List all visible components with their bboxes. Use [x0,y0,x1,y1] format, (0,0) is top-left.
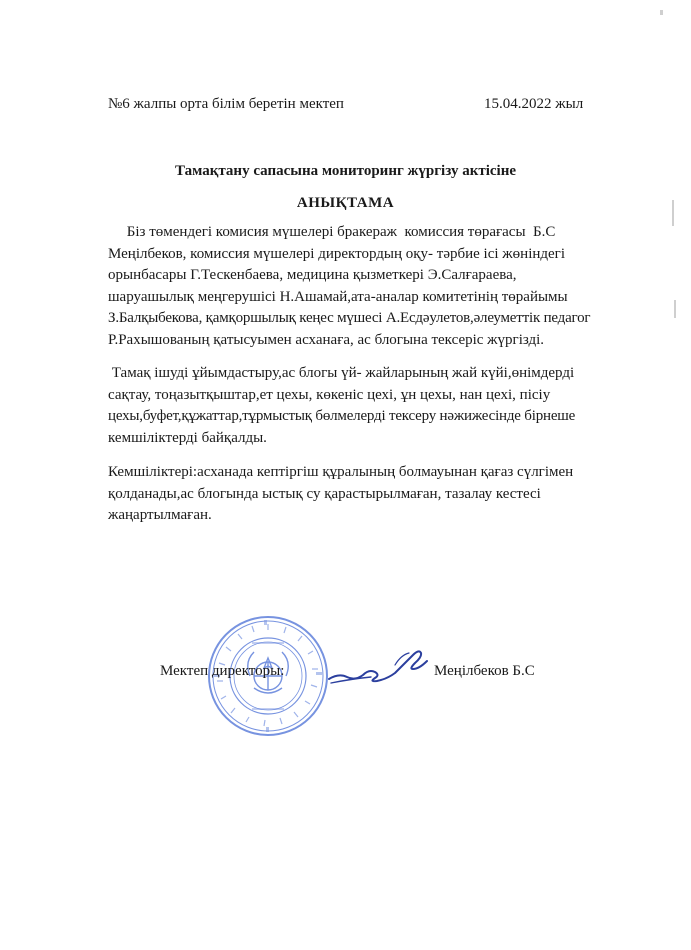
text-line: Кемшіліктері:асханада кептіргіш құралының болмауынан қағаз сүлгімен [108,464,574,480]
text-line: қолданады,ас блогында ыстық су қарастырылмаған, тазалау кестесі [108,485,541,502]
text-line: сақтау, тоңазытқыштар,ет цехы, көкеніс цехі, ұн цехы, нан цехі, пісіу [108,386,551,403]
text-line: Меңілбеков, комиссия мүшелері директордың оқу- тәрбие ісі жөніндегі [108,245,565,262]
paragraph-inspection [108,363,608,449]
paragraph-deficiencies [108,462,608,527]
text-line: жаңартылмаған. [108,507,212,523]
signature-label: Мектеп директоры: [160,663,285,679]
text-line: З.Балқыбекова, қамқоршылық кеңес мүшесі А.Есдәулетов,әлеуметтік педагог [108,310,591,326]
school-name: №6 жалпы орта білім беретін мектеп [108,96,344,112]
text-line: цехы,буфет,құжаттар,тұрмыстық бөлмелерді тексеру нәжижесінде бірнеше [108,408,576,424]
act-title: Тамақтану сапасына мониторинг жүргізу актісіне [174,163,516,179]
text-line: орынбасары Г.Тескенбаева, медицина қызметкері Э.Салғараева, [108,267,517,283]
document-date: 15.04.2022 жыл [484,96,584,112]
text-line: шаруашылық меңгерушісі Н.Ашамай,ата-аналар комитетінің төрайымы [108,288,568,305]
scan-speck [660,10,663,15]
text-line: Р.Рахышованың қатысуымен асханаға, ас блогына тексеріс жүргізді. [108,331,545,348]
text-line: Біз төмендегі комисия мүшелері бракераж комиссия төрағасы Б.С [108,224,556,240]
scan-speck [674,300,676,318]
paragraph-commission [108,222,608,351]
signatory-name: Меңілбеков Б.С [434,663,535,679]
document-heading: АНЫҚТАМА [296,195,395,211]
text-line: кемшіліктерді байқалды. [108,429,267,446]
signature-icon [325,645,437,695]
text-line: Тамақ ішуді ұйымдастыру,ас блогы үй- жайларының жай күйі,өнімдерді [108,365,575,381]
